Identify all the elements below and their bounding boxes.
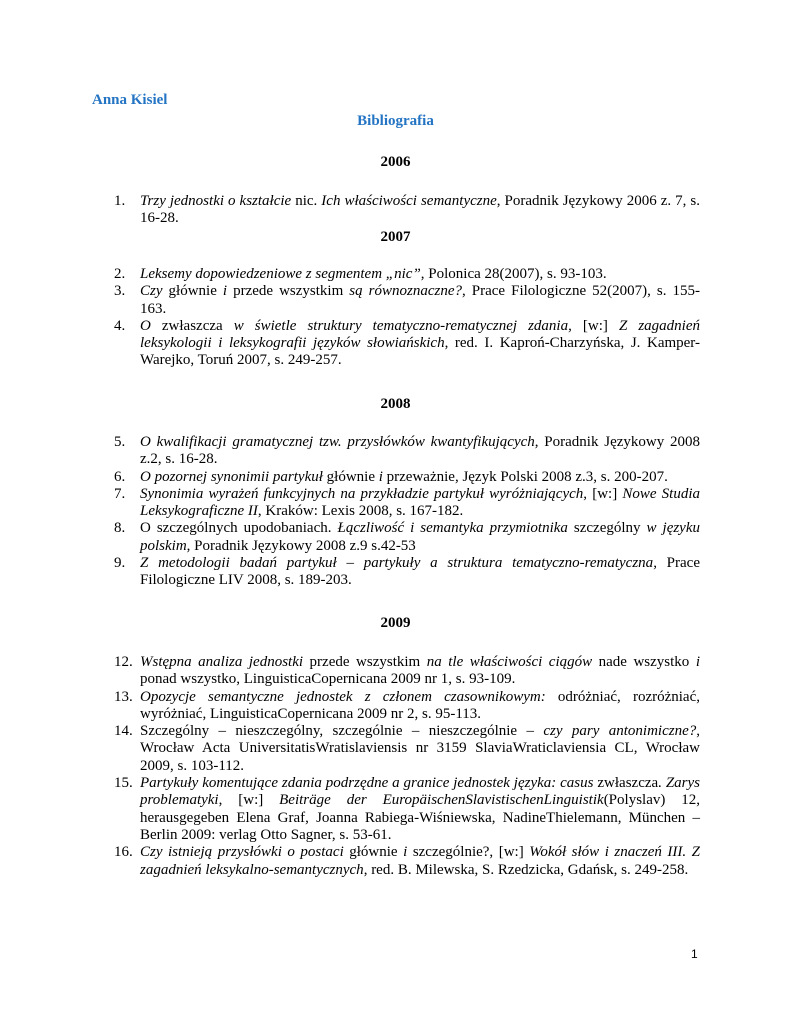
entry-number: 2. (114, 266, 126, 282)
bibliography-entry (104, 486, 700, 521)
entry-text: ponad wszystko, LinguisticaCopernicana 2009 nr 1, s. 93-109. (140, 671, 516, 688)
bibliography-entry (104, 318, 700, 370)
entry-number: 6. (114, 468, 126, 485)
entry-italic-text: są równoznaczne? (349, 283, 462, 300)
bibliography-entry (104, 775, 700, 844)
entry-italic-text: i (222, 283, 228, 300)
bibliography-list-2008 (104, 434, 700, 590)
entry-italic-text: Czy istnieją przysłówki o postaci (140, 844, 344, 861)
entry-text: przede wszystkim (227, 283, 350, 300)
entry-italic-text: na tle właściwości ciągów (426, 654, 593, 670)
entry-italic-text: Leksemy dopowiedzeniowe z segmentem „nic” (140, 266, 421, 282)
entry-number: 15. (114, 775, 133, 792)
bibliography-entry (104, 193, 700, 228)
entry-text: głównie (322, 468, 379, 485)
entry-number: 1. (114, 193, 126, 209)
entry-text: , [w:] (568, 317, 619, 334)
year-heading-2006: 2006 (380, 154, 411, 170)
bibliography-entry (104, 469, 700, 486)
entry-text: , Poradnik Językowy 2006 z. 7, s. 16-28. (140, 193, 700, 227)
entry-number: 16. (114, 844, 133, 861)
entry-text: , Kraków: Lexis 2008, s. 167-182. (257, 503, 464, 520)
entry-number: 7. (114, 485, 126, 502)
entry-text: , red. I. Kaproń-Charzyńska, J. Kamper-Warejko, Toruń 2007, s. 249-257. (140, 335, 700, 369)
entry-text: Szczególny – nieszczególny, szczególnie – nieszczególnie – (140, 723, 544, 740)
entry-italic-text: Czy (140, 283, 163, 300)
entry-italic-text: i (378, 468, 383, 485)
entry-text: , Prace Filologiczne 52(2007), s. 155-163. (140, 283, 701, 317)
entry-italic-text: Beiträge der EuropäischenSlavistischenLinguistik (279, 792, 604, 809)
entry-italic-text: Wstępna analiza jednostki (140, 654, 304, 670)
entry-text: , Poradnik Językowy 2008 z.9 s.42-53 (186, 537, 416, 554)
entry-italic-text: Opozycje semantyczne jednostek z członem czasownikowym: (140, 688, 546, 705)
bibliography-entry (104, 266, 700, 283)
year-heading-2009: 2009 (380, 615, 411, 631)
entry-text: , [w:] (218, 792, 280, 809)
entry-italic-text: Synonimia wyrażeń funkcyjnych na przykładzie partykuł wyróżniających (140, 485, 584, 502)
entry-text: przeważnie, Język Polski 2008 z.3, s. 200-207. (382, 468, 668, 485)
author-name: Anna Kisiel (92, 92, 168, 108)
entry-text: głównie (343, 844, 404, 861)
entry-text: głównie (162, 283, 223, 300)
entry-text: przede wszystkim (303, 654, 427, 670)
bibliography-entry (104, 689, 700, 724)
bibliography-entry (104, 434, 700, 469)
entry-italic-text: w języku polskim (140, 520, 700, 554)
entry-number: 5. (114, 434, 126, 450)
entry-italic-text: Z metodologii badań partykuł – partykuły a struktura tematyczno-rematyczna (140, 555, 654, 572)
entry-number: 13. (114, 688, 133, 705)
entry-italic-text: Ich właściwości semantyczne (321, 193, 497, 209)
year-heading-2007: 2007 (380, 229, 411, 245)
entry-text: szczególnie?, [w:] (407, 844, 530, 861)
bibliography-entry (104, 654, 700, 689)
entry-italic-text: O (140, 317, 151, 334)
entry-italic-text: i (403, 844, 408, 861)
entry-italic-text: O kwalifikacji gramatycznej tzw. przysłówków kwantyfikujących (140, 434, 535, 450)
entry-italic-text: Wokół słów i znaczeń III. Z zagadnień leksykalno-semantycznych (140, 844, 701, 878)
bibliography-list-2007 (104, 266, 700, 370)
entry-italic-text: Partykuły komentujące zdania podrzędne a granice jednostek języka: casus (140, 775, 594, 792)
bibliography-list-2006 (104, 193, 700, 228)
entry-italic-text: czy pary antonimiczne? (543, 723, 697, 740)
bibliography-entry (104, 844, 700, 879)
entry-text: , Wrocław Acta UniversitatisWratislaviensis nr 3159 SlaviaWraticlaviensia CL, Wrocław 2009, s. 103-112. (140, 723, 701, 774)
page-number: 1 (691, 947, 698, 961)
entry-text: , Polonica 28(2007), s. 93-103. (420, 266, 607, 282)
entry-italic-text: . Zarys problematyki (140, 775, 701, 809)
entry-italic-text: O pozornej synonimii partykuł (140, 468, 323, 485)
entry-text: nic. (291, 193, 322, 209)
entry-number: 14. (114, 723, 133, 740)
entry-number: 8. (114, 520, 126, 537)
entry-number: 3. (114, 283, 126, 300)
page-title: Bibliografia (357, 113, 434, 129)
entry-text: , Poradnik Językowy 2008 z.2, s. 16-28. (140, 434, 700, 468)
entry-italic-text: Łączliwość i semantyka przymiotnika (337, 520, 568, 537)
entry-italic-text: i (695, 654, 701, 670)
bibliography-list-2009 (104, 654, 700, 879)
entry-text: nade wszystko (592, 654, 696, 670)
entry-number: 9. (114, 555, 126, 572)
entry-text: , [w:] (583, 485, 623, 502)
entry-italic-text: Z zagadnień leksykologii i leksykografii języków słowiańskich (140, 317, 700, 352)
entry-text: zwłaszcza (150, 317, 234, 334)
bibliography-entry (104, 283, 700, 318)
entry-text: odróżniać, rozróżniać, wyróżniać, LinguisticaCopernicana 2009 nr 2, s. 95-113. (140, 688, 700, 722)
bibliography-entry (104, 723, 700, 775)
entry-text: szczególny (567, 520, 647, 537)
entry-text: O szczególnych upodobaniach. (140, 520, 338, 537)
entry-italic-text: Nowe Studia Leksykograficzne II (140, 485, 700, 520)
entry-text: (Polyslav) 12, herausgegeben Elena Graf, Joanna Rabiega-Wiśniewska, NadineThielemann, München – Berlin 2009: verlag Otto Sagner, s. 53-61. (140, 792, 701, 843)
entry-number: 4. (114, 317, 126, 334)
entry-italic-text: Trzy jednostki o kształcie (140, 193, 292, 209)
bibliography-entry (104, 555, 700, 590)
year-heading-2008: 2008 (380, 396, 411, 412)
entry-text: , red. B. Milewska, S. Rzedzicka, Gdańsk, s. 249-258. (363, 861, 689, 878)
entry-text: zwłaszcza (593, 775, 659, 792)
entry-text: , Prace Filologiczne LIV 2008, s. 189-203. (140, 555, 700, 589)
bibliography-entry (104, 520, 700, 555)
entry-number: 12. (114, 654, 133, 670)
entry-italic-text: w świetle struktury tematyczno-rematycznej zdania (233, 317, 569, 334)
